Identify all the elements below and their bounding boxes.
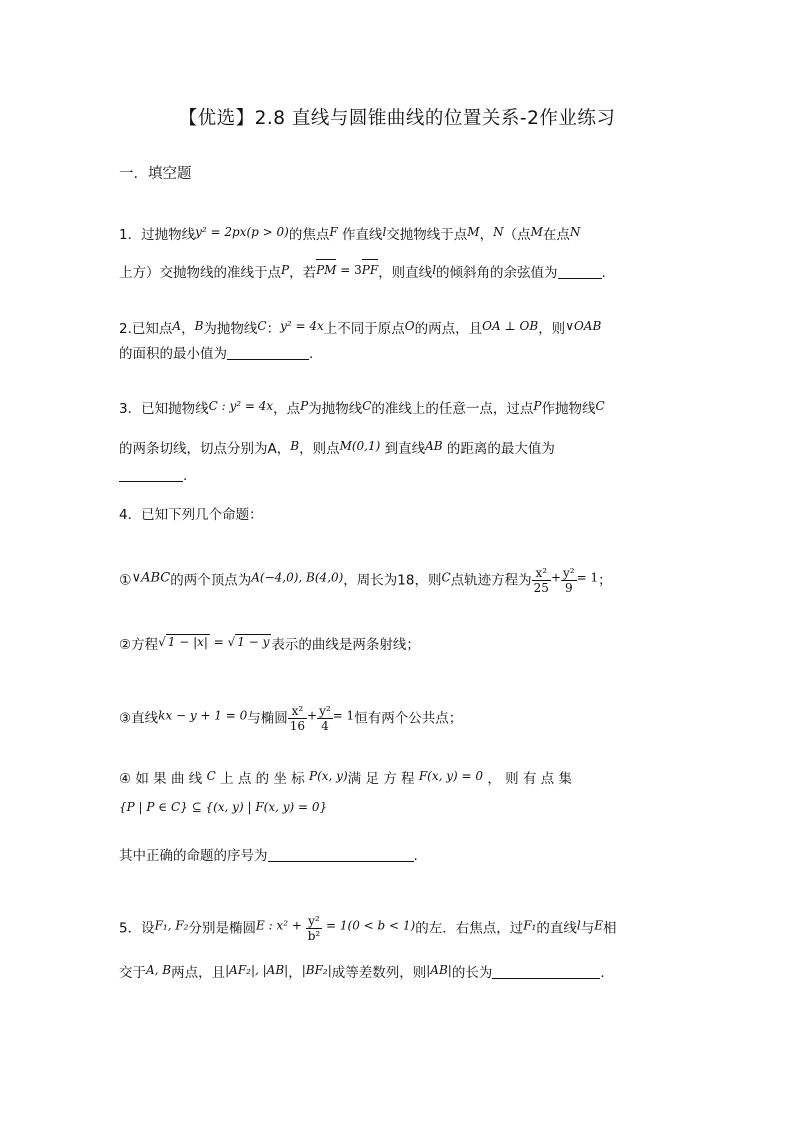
q5-text: 分别是椭圆 [188, 920, 256, 937]
frac-den: 16 [289, 719, 306, 733]
fraction-y2-4 [317, 704, 333, 733]
q2-text: ： [266, 321, 281, 337]
q5-math: A, B [146, 963, 172, 977]
q4-math: = 1 [576, 570, 599, 585]
section-heading: 一．填空题 [119, 166, 192, 182]
frac-num: y² [306, 914, 323, 929]
q5-math: E [594, 918, 603, 933]
q4-text: 与椭圆 [247, 710, 288, 727]
q4-text: 恒有两个公共点； [354, 710, 463, 727]
q1-text: 作直线 [341, 227, 383, 243]
q4-math: F(x, y) = 0 [418, 769, 484, 783]
q5-text: 与 [580, 920, 595, 937]
q5-text: 5．设 [119, 920, 155, 937]
frac-den: 4 [321, 719, 329, 733]
q3-text: 的两条切线，切点分别为A， [119, 441, 291, 457]
q5-line1 [119, 914, 616, 943]
fraction-x2-25 [532, 566, 551, 595]
q5-text: 两点，且 [171, 965, 226, 981]
q1-math: l [382, 225, 387, 239]
frac-den: 25 [533, 581, 549, 595]
q4-math: = [209, 635, 228, 649]
q5-text: 成等差数列，则 [331, 965, 427, 981]
q5-text: ， [288, 965, 302, 981]
q5-text: 交于 [119, 965, 146, 981]
q5-line2 [119, 960, 605, 983]
q4-answer [119, 846, 418, 866]
q1-line2 [119, 260, 606, 283]
q4-proposition-3 [119, 704, 462, 733]
q4-math: kx − y + 1 = 0 [158, 708, 248, 723]
q1-text: 上方）交抛物线的准线于点 [119, 265, 281, 281]
q4-math: C [441, 570, 451, 585]
frac-den: 9 [564, 581, 573, 595]
q2-text: 上不同于原点 [323, 321, 405, 337]
q4-text: ③直线 [119, 710, 159, 727]
q1-math: l [432, 263, 437, 277]
q3-line1 [119, 396, 605, 419]
q2-text: 的两点，且 [414, 321, 483, 337]
q5-text: . [600, 965, 605, 981]
q3-text: . [183, 468, 188, 484]
q1-text: 1．过抛物线 [119, 227, 196, 243]
q4-proposition-4-set [119, 797, 327, 820]
q5-math: F₁ [523, 918, 537, 933]
frac-num: x² [532, 566, 551, 581]
q1-math: M [467, 225, 480, 239]
q1-math: N [569, 225, 581, 239]
q2-math: O [404, 319, 415, 333]
q2-text: ，则 [538, 321, 566, 337]
q2-text: 2.已知点 [119, 321, 173, 337]
q4-proposition-4 [119, 766, 572, 789]
q3-text: ，点 [273, 401, 301, 417]
q2-text: ， [181, 321, 195, 337]
q5-text: 相 [602, 920, 617, 937]
q4-text: 点轨迹方程为 [450, 572, 532, 589]
page-title: 【优选】2.8 直线与圆锥曲线的位置关系-2作业练习 [178, 108, 616, 129]
q4-text: ， 则 有 点 集 [487, 771, 572, 787]
q4-math: {P | P ∈ C} ⊆ {(x, y) | F(x, y) = 0} [119, 800, 328, 814]
q5-text: 的长为 [451, 965, 493, 981]
fraction-y2-b2 [306, 914, 323, 943]
vector-pm: PM [316, 260, 336, 280]
q1-text: ，则直线 [378, 265, 433, 281]
q4-math: P(x, y) [309, 769, 348, 783]
answer-blank [268, 849, 414, 862]
frac-num: y² [563, 566, 575, 580]
q5-math: = 1(0 < b < 1) [322, 918, 416, 933]
q2-math: A [172, 319, 182, 333]
q3-math: AB [425, 439, 443, 453]
q1-text: （点 [503, 227, 531, 243]
q3-text: 为抛物线 [308, 401, 363, 417]
q4-math: A(−4,0), B(4,0) [251, 570, 344, 585]
q4-text: ，周长为18，则 [343, 572, 442, 589]
q1-math: = 3 [336, 263, 362, 277]
q4-text: ； [598, 572, 612, 589]
q1-text: 交抛物线于点 [386, 227, 468, 243]
q4-math: + [307, 708, 318, 723]
q4-math: 1 − y [237, 635, 270, 649]
q1-text: ， [479, 227, 494, 243]
q3-text: 3．已知抛物线 [119, 401, 209, 417]
q3-line2 [119, 436, 555, 459]
q4-text: 上 点 的 坐 标 [220, 771, 305, 787]
q2-line2 [119, 344, 313, 364]
q1-text: 的焦点 [288, 227, 330, 243]
q5-math: F₁, F₂ [154, 918, 189, 933]
q1-math: F [329, 225, 338, 239]
q2-math: C [257, 319, 267, 333]
q4-heading: 4．已知下列几个命题： [119, 507, 263, 523]
q4-text: ④ 如 果 曲 线 [119, 771, 203, 787]
q3-math: M(0,1) [339, 439, 381, 453]
q1-math: N [493, 225, 504, 239]
q3-math: C : y² = 4x [208, 399, 274, 413]
fraction-y2-9 [561, 566, 577, 595]
q5-math: l [576, 918, 581, 933]
q1-math: y² = 2px(p > 0) [195, 225, 289, 239]
q2-text: . [309, 346, 314, 362]
q4-text: 表示的曲线是两条射线； [271, 637, 420, 653]
q5-math: E : x² + [256, 918, 306, 933]
q4-math: + [550, 570, 561, 585]
q5-math: |BF₂| [301, 963, 332, 977]
q2-text: 为抛物线 [203, 321, 258, 337]
q4-text: ① [119, 572, 132, 589]
q1-text: . [601, 265, 606, 281]
q4-math: C [206, 769, 216, 783]
q4-text: 的两个顶点为 [170, 572, 252, 589]
answer-blank [119, 469, 183, 482]
q2-math: B [194, 319, 204, 333]
vector-pf: PF [362, 260, 378, 280]
q4-math: ∨ABC [131, 570, 171, 586]
answer-blank [558, 266, 602, 279]
q3-text: 到直线 [384, 441, 426, 457]
q4-text: . [413, 848, 418, 864]
q3-text: 作抛物线 [541, 401, 596, 417]
q3-math: P [533, 399, 542, 413]
q4-math: 1 − |x| [167, 635, 208, 649]
answer-blank [227, 347, 309, 360]
q3-line3 [119, 466, 187, 486]
q2-line1 [119, 316, 601, 339]
q2-math: y² = 4x [280, 319, 324, 333]
q4-text: 其中正确的命题的序号为 [119, 848, 268, 864]
q1-math: P [281, 263, 290, 277]
q2-math: ∨OAB [565, 319, 602, 333]
q3-text: ，则点 [299, 441, 340, 457]
q3-math: C [595, 399, 605, 413]
q3-math: B [290, 439, 300, 453]
q4-math: = 1 [332, 708, 355, 723]
q3-math: C [362, 399, 372, 413]
q1-math: M [530, 225, 543, 239]
frac-num: y² [319, 704, 331, 718]
q1-line1 [119, 222, 580, 245]
frac-den: b² [307, 929, 321, 943]
q3-math: P [300, 399, 309, 413]
q1-text: ，若 [289, 265, 317, 281]
q2-text: 的面积的最小值为 [119, 346, 227, 362]
q4-proposition-2: ②方程√ 1 − |x| = √ 1 − y 表示的曲线是两条射线； [119, 635, 420, 653]
q5-text: 的左．右焦点，过 [415, 920, 524, 937]
q1-text: 在点 [542, 227, 570, 243]
q5-math: |AB| [426, 963, 452, 977]
q1-text: 的倾斜角的余弦值为 [436, 265, 558, 281]
q5-text: 的直线 [536, 920, 577, 937]
q5-math: |AF₂|, |AB| [225, 963, 289, 977]
q3-text: 的准线上的任意一点，过点 [371, 401, 534, 417]
q4-proposition-1 [119, 566, 612, 595]
answer-blank [492, 966, 600, 979]
frac-num: x² [288, 704, 307, 719]
q2-math: OA ⊥ OB [482, 319, 539, 333]
q4-text: ②方程 [119, 637, 159, 653]
q4-text: 满 足 方 程 [347, 771, 415, 787]
q3-text: 的距离的最大值为 [446, 441, 555, 457]
fraction-x2-16 [288, 704, 307, 733]
